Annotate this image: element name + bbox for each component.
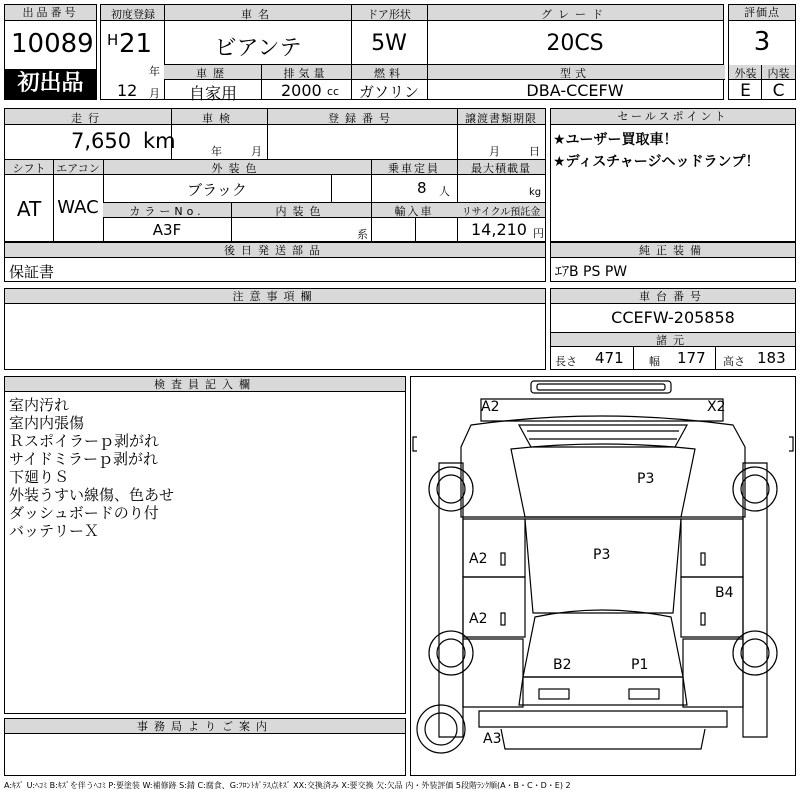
- inspection-month-unit: 月: [251, 145, 262, 158]
- lot-label: 出品番号: [5, 5, 96, 21]
- damage-mark-b2-rear-left: B2: [553, 657, 572, 673]
- score-box: [728, 4, 796, 100]
- exterior-color-value: ブラック: [187, 181, 247, 199]
- inspector-box: [4, 376, 406, 714]
- model-label: 型式: [560, 67, 590, 80]
- registration-month: 12: [117, 81, 138, 100]
- interior-color-unit: 系: [357, 228, 368, 241]
- registration-year-unit: 年: [149, 65, 160, 78]
- legend-text: A:ｷｽﾞ U:ﾍｺﾐ B:ｷｽﾞを伴うﾍｺﾐ P:要塗装 W:補修跡 S:錆 C:腐食、G:ﾌﾛﾝﾄｶﾞﾗｽ点ｷｽﾞ XX:交換済み X:要交換 欠:欠品 内・外装評価 5段階ﾗﾝｸ順(A・B・C・D・E) 2: [4, 781, 571, 790]
- recycle-value: 14,210: [471, 220, 527, 239]
- lot-box: [4, 4, 97, 100]
- doors-label: ドア形状: [367, 8, 411, 21]
- chassis-value: CCEFW-205858: [611, 308, 735, 327]
- registration-year: 21: [119, 29, 153, 59]
- vehicle-detail-box: [4, 108, 546, 242]
- grade-value: 20CS: [546, 31, 604, 56]
- notes-label: 注意事項欄: [5, 289, 545, 304]
- office-label: 事務局よりご案内: [5, 719, 405, 734]
- chassis-box: [550, 288, 796, 370]
- doors-value: 5W: [371, 31, 407, 56]
- width-label: 幅: [649, 355, 660, 368]
- history-value: 自家用: [188, 84, 237, 103]
- inspector-line: 下廻りＳ: [9, 468, 70, 486]
- fuel-value: ガソリン: [358, 83, 419, 101]
- damage-mark-a2-left-lower: A2: [469, 611, 488, 627]
- inspector-line: 外装うすい線傷、色あせ: [9, 486, 175, 504]
- later-parts-value: 保証書: [9, 263, 55, 281]
- max-load-label: 最大積載量: [471, 162, 531, 175]
- displacement-unit: cc: [327, 85, 340, 98]
- later-parts-label: 後日発送部品: [5, 243, 545, 258]
- exterior-grade-label: 外装: [734, 67, 757, 80]
- reg-number-label: 登録番号: [328, 112, 396, 125]
- notes-box: [4, 288, 546, 370]
- damage-mark-a2-left-upper: A2: [469, 551, 488, 567]
- equipment-box: [550, 242, 796, 282]
- inspector-line: ダッシュボードのり付: [9, 504, 159, 522]
- transfer-month-unit: 月: [489, 145, 500, 158]
- displacement-value: 2000: [281, 81, 322, 100]
- score-label: 評価点: [729, 5, 795, 21]
- capacity-label: 乗車定員: [388, 162, 440, 175]
- sales-points-box: [550, 108, 796, 242]
- equipment-label: 純正装備: [551, 243, 795, 258]
- length-value: 471: [595, 349, 624, 367]
- later-parts-box: [4, 242, 546, 282]
- damage-mark-p1-rear-right: P1: [631, 657, 649, 673]
- sales-point-2: ★ディスチャージヘッドランプ！: [553, 154, 760, 170]
- office-box: [4, 718, 406, 776]
- car-name-label: 車名: [241, 8, 275, 21]
- registration-label: 初度登録: [111, 8, 155, 21]
- damage-mark-p3-roof: P3: [593, 547, 611, 563]
- damage-mark-a3-rear: A3: [483, 731, 502, 747]
- height-value: 183: [757, 349, 786, 367]
- aircon-value: WAC: [57, 197, 99, 218]
- shift-label: シフト: [12, 162, 46, 175]
- max-load-unit: kg: [529, 187, 542, 198]
- inspector-line: Ｒスポイラーｐ剥がれ: [9, 432, 160, 450]
- equipment-value: ｴｱB PS PW: [555, 264, 628, 280]
- recycle-label: リサイクル預託金: [461, 207, 541, 218]
- interior-color-label: 内装色: [275, 205, 327, 218]
- inspector-notes: [9, 396, 174, 540]
- sales-points-label: セールスポイント: [551, 109, 795, 125]
- inspection-year-unit: 年: [211, 145, 222, 158]
- lot-number: 10089: [11, 29, 94, 59]
- inspector-label: 検査員記入欄: [5, 377, 405, 392]
- inspector-line: 室内内張傷: [9, 414, 85, 432]
- dimensions-label: 諸元: [551, 332, 795, 347]
- damage-mark-a2-front-left: A2: [481, 399, 500, 415]
- car-diagram: [410, 376, 796, 776]
- inspection-label: 車検: [202, 112, 236, 125]
- inspector-line: 室内汚れ: [9, 396, 70, 414]
- inspector-line: サイドミラーｐ剥がれ: [9, 450, 158, 468]
- damage-mark-p3-hood: P3: [637, 471, 655, 487]
- exterior-color-label: 外装色: [211, 162, 263, 175]
- width-value: 177: [677, 349, 706, 367]
- displacement-label: 排気量: [283, 67, 329, 80]
- transfer-deadline-label: 譲渡書類期限: [465, 112, 537, 125]
- damage-mark-x2-front-right: X2: [707, 399, 726, 415]
- inspector-line: バッテリーＸ: [9, 522, 100, 540]
- mileage-label: 走行: [71, 112, 105, 125]
- shift-value: AT: [16, 197, 42, 221]
- top-info-box: [100, 4, 724, 103]
- damage-mark-b4-right: B4: [715, 585, 734, 601]
- sales-point-1: ★ユーザー買取車！: [553, 132, 678, 148]
- recycle-unit: 円: [533, 227, 544, 240]
- model-value: DBA-CCEFW: [526, 81, 624, 100]
- registration-era: H: [107, 31, 119, 49]
- interior-grade-label: 内装: [767, 67, 790, 80]
- capacity-unit: 人: [439, 185, 450, 198]
- interior-grade-value: C: [772, 81, 785, 101]
- score-value: 3: [753, 27, 771, 57]
- capacity-value: 8: [417, 179, 427, 197]
- color-no-value: A3F: [152, 221, 182, 239]
- history-label: 車歴: [196, 67, 230, 80]
- car-outline-diagram: [411, 377, 795, 775]
- car-name-value: ビアンテ: [214, 36, 302, 61]
- color-no-label: カラーNo.: [129, 205, 205, 218]
- import-label: 輸入車: [394, 205, 434, 218]
- chassis-label: 車台番号: [551, 289, 795, 304]
- length-label: 長さ: [555, 355, 577, 368]
- mileage-unit: km: [143, 129, 176, 153]
- registration-month-unit: 月: [149, 87, 160, 100]
- height-label: 高さ: [723, 355, 745, 368]
- exterior-grade-value: E: [740, 81, 751, 101]
- aircon-label: エアコン: [56, 162, 100, 175]
- grade-label: グレード: [541, 8, 609, 21]
- fuel-label: 燃料: [374, 67, 404, 80]
- mileage-value: 7,650: [71, 129, 132, 153]
- first-listing-badge: 初出品: [5, 69, 96, 99]
- transfer-day-unit: 日: [529, 145, 540, 158]
